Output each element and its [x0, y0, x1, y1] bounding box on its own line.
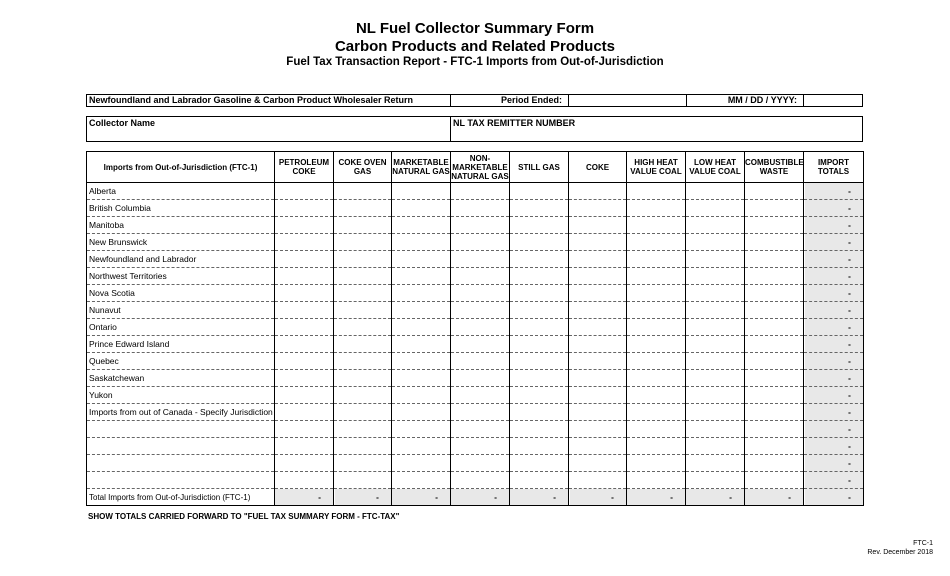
entry-cell[interactable]	[686, 285, 745, 302]
form-id-block	[867, 539, 933, 557]
column-total: -	[392, 489, 451, 506]
row-import-total: -	[804, 472, 864, 489]
collector-name-label: Collector Name	[89, 118, 156, 128]
entry-cell[interactable]	[686, 438, 745, 455]
entry-cell[interactable]	[745, 234, 804, 251]
table-row	[87, 472, 864, 489]
row-import-total: -	[804, 285, 864, 302]
entry-cell[interactable]	[569, 421, 627, 438]
entry-cell[interactable]	[627, 387, 686, 404]
entry-cell[interactable]	[334, 472, 392, 489]
entry-cell[interactable]	[334, 319, 392, 336]
row-import-total: -	[804, 387, 864, 404]
entry-cell[interactable]	[334, 387, 392, 404]
entry-cell[interactable]	[569, 370, 627, 387]
entry-cell[interactable]	[510, 217, 569, 234]
entry-cell[interactable]	[510, 251, 569, 268]
column-header: PETROLEUM COKE	[275, 152, 334, 183]
entry-cell[interactable]	[275, 421, 334, 438]
row-import-total: -	[804, 302, 864, 319]
row-import-total: -	[804, 251, 864, 268]
table-row	[87, 251, 864, 268]
jurisdiction-label: Nunavut	[87, 302, 275, 319]
table-row	[87, 200, 864, 217]
entry-cell[interactable]	[392, 472, 451, 489]
column-header: LOW HEAT VALUE COAL	[686, 152, 745, 183]
entry-cell[interactable]	[745, 200, 804, 217]
entry-cell[interactable]	[392, 387, 451, 404]
entry-cell[interactable]	[451, 353, 510, 370]
row-import-total: -	[804, 183, 864, 200]
report-title: Fuel Tax Transaction Report - FTC-1 Imports from Out-of-Jurisdiction	[286, 56, 664, 68]
entry-cell[interactable]	[627, 455, 686, 472]
entry-cell[interactable]	[275, 370, 334, 387]
entry-cell[interactable]	[627, 336, 686, 353]
row-import-total: -	[804, 200, 864, 217]
row-import-total: -	[804, 353, 864, 370]
row-import-total: -	[804, 438, 864, 455]
entry-cell[interactable]	[745, 370, 804, 387]
entry-cell[interactable]	[627, 268, 686, 285]
entry-cell[interactable]	[627, 217, 686, 234]
entry-cell[interactable]	[569, 268, 627, 285]
entry-cell[interactable]	[686, 472, 745, 489]
entry-cell[interactable]	[275, 302, 334, 319]
jurisdiction-label: Imports from out of Canada - Specify Jurisdiction	[87, 404, 275, 421]
entry-cell[interactable]	[392, 200, 451, 217]
entry-cell[interactable]	[745, 336, 804, 353]
entry-cell[interactable]	[686, 251, 745, 268]
column-total: -	[627, 489, 686, 506]
table-row	[87, 217, 864, 234]
column-header: STILL GAS	[510, 152, 569, 183]
row-import-total: -	[804, 319, 864, 336]
entry-cell[interactable]	[510, 370, 569, 387]
entry-cell[interactable]	[569, 234, 627, 251]
entry-cell[interactable]	[334, 183, 392, 200]
table-row	[87, 268, 864, 285]
entry-cell[interactable]	[569, 336, 627, 353]
entry-cell[interactable]	[627, 285, 686, 302]
imports-table	[86, 151, 864, 506]
entry-cell[interactable]	[392, 302, 451, 319]
entry-cell[interactable]	[392, 455, 451, 472]
entry-cell[interactable]	[451, 319, 510, 336]
row-import-total: -	[804, 217, 864, 234]
entry-cell[interactable]	[451, 302, 510, 319]
entry-cell[interactable]	[510, 387, 569, 404]
entry-cell[interactable]	[745, 455, 804, 472]
jurisdiction-label[interactable]	[87, 438, 275, 455]
entry-cell[interactable]	[627, 353, 686, 370]
column-total: -	[569, 489, 627, 506]
entry-cell[interactable]	[451, 455, 510, 472]
entry-cell[interactable]	[686, 302, 745, 319]
entry-cell[interactable]	[569, 455, 627, 472]
column-header: HIGH HEAT VALUE COAL	[627, 152, 686, 183]
entry-cell[interactable]	[745, 217, 804, 234]
table-row	[87, 353, 864, 370]
entry-cell[interactable]	[510, 302, 569, 319]
entry-cell[interactable]	[275, 336, 334, 353]
table-row	[87, 302, 864, 319]
entry-cell[interactable]	[686, 404, 745, 421]
column-header-jurisdiction: Imports from Out-of-Jurisdiction (FTC-1)	[87, 152, 275, 183]
entry-cell[interactable]	[510, 455, 569, 472]
collector-row	[86, 116, 863, 142]
entry-cell[interactable]	[745, 319, 804, 336]
remitter-number-label: NL TAX REMITTER NUMBER	[453, 118, 576, 128]
table-row	[87, 336, 864, 353]
entry-cell[interactable]	[451, 234, 510, 251]
entry-cell[interactable]	[510, 472, 569, 489]
entry-cell[interactable]	[627, 302, 686, 319]
entry-cell[interactable]	[745, 251, 804, 268]
row-import-total: -	[804, 370, 864, 387]
entry-cell[interactable]	[275, 387, 334, 404]
jurisdiction-label: Manitoba	[87, 217, 275, 234]
entry-cell[interactable]	[627, 370, 686, 387]
entry-cell[interactable]	[334, 370, 392, 387]
entry-cell[interactable]	[627, 234, 686, 251]
entry-cell[interactable]	[745, 285, 804, 302]
entry-cell[interactable]	[451, 183, 510, 200]
entry-cell[interactable]	[392, 285, 451, 302]
jurisdiction-label: Yukon	[87, 387, 275, 404]
entry-cell[interactable]	[686, 387, 745, 404]
entry-cell[interactable]	[686, 455, 745, 472]
entry-cell[interactable]	[627, 421, 686, 438]
revision-date: Rev. December 2018	[867, 549, 933, 556]
column-header: NON-MARKETABLE NATURAL GAS	[451, 153, 509, 181]
jurisdiction-label: Prince Edward Island	[87, 336, 275, 353]
entry-cell[interactable]	[275, 319, 334, 336]
entry-cell[interactable]	[275, 285, 334, 302]
entry-cell[interactable]	[392, 251, 451, 268]
entry-cell[interactable]	[334, 455, 392, 472]
table-row	[87, 455, 864, 472]
entry-cell[interactable]	[334, 421, 392, 438]
entry-cell[interactable]	[334, 217, 392, 234]
column-total: -	[275, 489, 334, 506]
entry-cell[interactable]	[510, 336, 569, 353]
entry-cell[interactable]	[510, 353, 569, 370]
entry-cell[interactable]	[569, 200, 627, 217]
return-header-row	[86, 94, 863, 107]
entry-cell[interactable]	[569, 438, 627, 455]
entry-cell[interactable]	[569, 387, 627, 404]
entry-cell[interactable]	[392, 404, 451, 421]
entry-cell[interactable]	[275, 183, 334, 200]
entry-cell[interactable]	[451, 336, 510, 353]
entry-cell[interactable]	[451, 217, 510, 234]
period-ended-label: Period Ended:	[451, 95, 569, 106]
entry-cell[interactable]	[334, 404, 392, 421]
jurisdiction-label: Nova Scotia	[87, 285, 275, 302]
entry-cell[interactable]	[569, 251, 627, 268]
entry-cell[interactable]	[510, 234, 569, 251]
return-label: Newfoundland and Labrador Gasoline & Carbon Product Wholesaler Return	[87, 95, 451, 106]
entry-cell[interactable]	[627, 472, 686, 489]
column-total: -	[686, 489, 745, 506]
row-import-total: -	[804, 404, 864, 421]
row-import-total: -	[804, 421, 864, 438]
jurisdiction-label: Alberta	[87, 183, 275, 200]
column-total: -	[804, 489, 864, 506]
entry-cell[interactable]	[510, 319, 569, 336]
entry-cell[interactable]	[451, 421, 510, 438]
entry-cell[interactable]	[275, 404, 334, 421]
entry-cell[interactable]	[745, 183, 804, 200]
date-format-label: MM / DD / YYYY:	[687, 95, 804, 106]
totals-label: Total Imports from Out-of-Jurisdiction (FTC-1)	[87, 489, 275, 506]
entry-cell[interactable]	[569, 353, 627, 370]
entry-cell[interactable]	[275, 472, 334, 489]
entry-cell[interactable]	[569, 302, 627, 319]
column-header: COMBUSTIBLE WASTE	[745, 152, 804, 183]
entry-cell[interactable]	[569, 404, 627, 421]
entry-cell[interactable]	[745, 353, 804, 370]
table-row	[87, 421, 864, 438]
entry-cell[interactable]	[275, 353, 334, 370]
entry-cell[interactable]	[334, 234, 392, 251]
entry-cell[interactable]	[686, 183, 745, 200]
entry-cell[interactable]	[627, 319, 686, 336]
entry-cell[interactable]	[569, 472, 627, 489]
entry-cell[interactable]	[334, 302, 392, 319]
entry-cell[interactable]	[627, 251, 686, 268]
row-import-total: -	[804, 455, 864, 472]
entry-cell[interactable]	[451, 268, 510, 285]
column-total: -	[451, 489, 510, 506]
jurisdiction-label[interactable]	[87, 421, 275, 438]
form-subtitle: Carbon Products and Related Products	[334, 38, 616, 55]
totals-row	[87, 489, 864, 506]
entry-cell[interactable]	[510, 404, 569, 421]
entry-cell[interactable]	[627, 183, 686, 200]
column-header: MARKETABLE NATURAL GAS	[392, 152, 451, 183]
table-row	[87, 183, 864, 200]
entry-cell[interactable]	[275, 217, 334, 234]
jurisdiction-label[interactable]	[87, 455, 275, 472]
table-row	[87, 404, 864, 421]
entry-cell[interactable]	[392, 370, 451, 387]
entry-cell[interactable]	[392, 268, 451, 285]
column-total: -	[745, 489, 804, 506]
entry-cell[interactable]	[510, 268, 569, 285]
entry-cell[interactable]	[745, 438, 804, 455]
entry-cell[interactable]	[510, 421, 569, 438]
table-row	[87, 285, 864, 302]
entry-cell[interactable]	[745, 404, 804, 421]
entry-cell[interactable]	[392, 336, 451, 353]
entry-cell[interactable]	[334, 268, 392, 285]
column-header: COKE OVEN GAS	[334, 152, 392, 183]
entry-cell[interactable]	[569, 217, 627, 234]
entry-cell[interactable]	[275, 455, 334, 472]
entry-cell[interactable]	[275, 438, 334, 455]
entry-cell[interactable]	[686, 353, 745, 370]
entry-cell[interactable]	[686, 234, 745, 251]
jurisdiction-label[interactable]	[87, 472, 275, 489]
jurisdiction-label: Newfoundland and Labrador	[87, 251, 275, 268]
table-row	[87, 234, 864, 251]
remitter-number-field[interactable]	[451, 117, 862, 141]
entry-cell[interactable]	[451, 387, 510, 404]
jurisdiction-label: British Columbia	[87, 200, 275, 217]
entry-cell[interactable]	[392, 353, 451, 370]
entry-cell[interactable]	[745, 421, 804, 438]
jurisdiction-label: Quebec	[87, 353, 275, 370]
entry-cell[interactable]	[627, 200, 686, 217]
entry-cell[interactable]	[627, 438, 686, 455]
entry-cell[interactable]	[392, 319, 451, 336]
collector-name-field[interactable]	[87, 117, 451, 141]
period-ended-field[interactable]	[569, 95, 687, 106]
date-field[interactable]	[804, 95, 862, 106]
table-row	[87, 370, 864, 387]
entry-cell[interactable]	[334, 353, 392, 370]
jurisdiction-label: New Brunswick	[87, 234, 275, 251]
column-header: IMPORT TOTALS	[804, 152, 864, 183]
entry-cell[interactable]	[745, 302, 804, 319]
row-import-total: -	[804, 336, 864, 353]
entry-cell[interactable]	[745, 387, 804, 404]
carry-forward-note: SHOW TOTALS CARRIED FORWARD TO "FUEL TAX SUMMARY FORM - FTC-TAX"	[88, 512, 400, 521]
jurisdiction-label: Saskatchewan	[87, 370, 275, 387]
entry-cell[interactable]	[451, 285, 510, 302]
row-import-total: -	[804, 234, 864, 251]
row-import-total: -	[804, 268, 864, 285]
entry-cell[interactable]	[510, 438, 569, 455]
entry-cell[interactable]	[334, 251, 392, 268]
table-row	[87, 319, 864, 336]
entry-cell[interactable]	[451, 404, 510, 421]
entry-cell[interactable]	[686, 421, 745, 438]
entry-cell[interactable]	[510, 183, 569, 200]
entry-cell[interactable]	[569, 183, 627, 200]
column-total: -	[510, 489, 569, 506]
form-title: NL Fuel Collector Summary Form	[355, 20, 595, 37]
table-row	[87, 387, 864, 404]
entry-cell[interactable]	[569, 285, 627, 302]
entry-cell[interactable]	[392, 217, 451, 234]
entry-cell[interactable]	[334, 438, 392, 455]
entry-cell[interactable]	[686, 268, 745, 285]
entry-cell[interactable]	[275, 268, 334, 285]
entry-cell[interactable]	[392, 234, 451, 251]
entry-cell[interactable]	[275, 251, 334, 268]
entry-cell[interactable]	[510, 200, 569, 217]
jurisdiction-label: Ontario	[87, 319, 275, 336]
entry-cell[interactable]	[686, 319, 745, 336]
entry-cell[interactable]	[686, 200, 745, 217]
entry-cell[interactable]	[686, 217, 745, 234]
entry-cell[interactable]	[334, 285, 392, 302]
entry-cell[interactable]	[745, 268, 804, 285]
entry-cell[interactable]	[451, 200, 510, 217]
column-header: COKE	[569, 152, 627, 183]
entry-cell[interactable]	[275, 200, 334, 217]
entry-cell[interactable]	[451, 370, 510, 387]
entry-cell[interactable]	[451, 438, 510, 455]
column-total: -	[334, 489, 392, 506]
entry-cell[interactable]	[392, 438, 451, 455]
entry-cell[interactable]	[451, 251, 510, 268]
entry-cell[interactable]	[334, 200, 392, 217]
entry-cell[interactable]	[510, 285, 569, 302]
form-id: FTC-1	[913, 540, 933, 547]
entry-cell[interactable]	[392, 421, 451, 438]
entry-cell[interactable]	[686, 370, 745, 387]
table-row	[87, 438, 864, 455]
entry-cell[interactable]	[627, 404, 686, 421]
entry-cell[interactable]	[686, 336, 745, 353]
entry-cell[interactable]	[569, 319, 627, 336]
entry-cell[interactable]	[451, 472, 510, 489]
entry-cell[interactable]	[392, 183, 451, 200]
entry-cell[interactable]	[745, 472, 804, 489]
entry-cell[interactable]	[334, 336, 392, 353]
jurisdiction-label: Northwest Territories	[87, 268, 275, 285]
table-header-row	[87, 152, 864, 183]
entry-cell[interactable]	[275, 234, 334, 251]
